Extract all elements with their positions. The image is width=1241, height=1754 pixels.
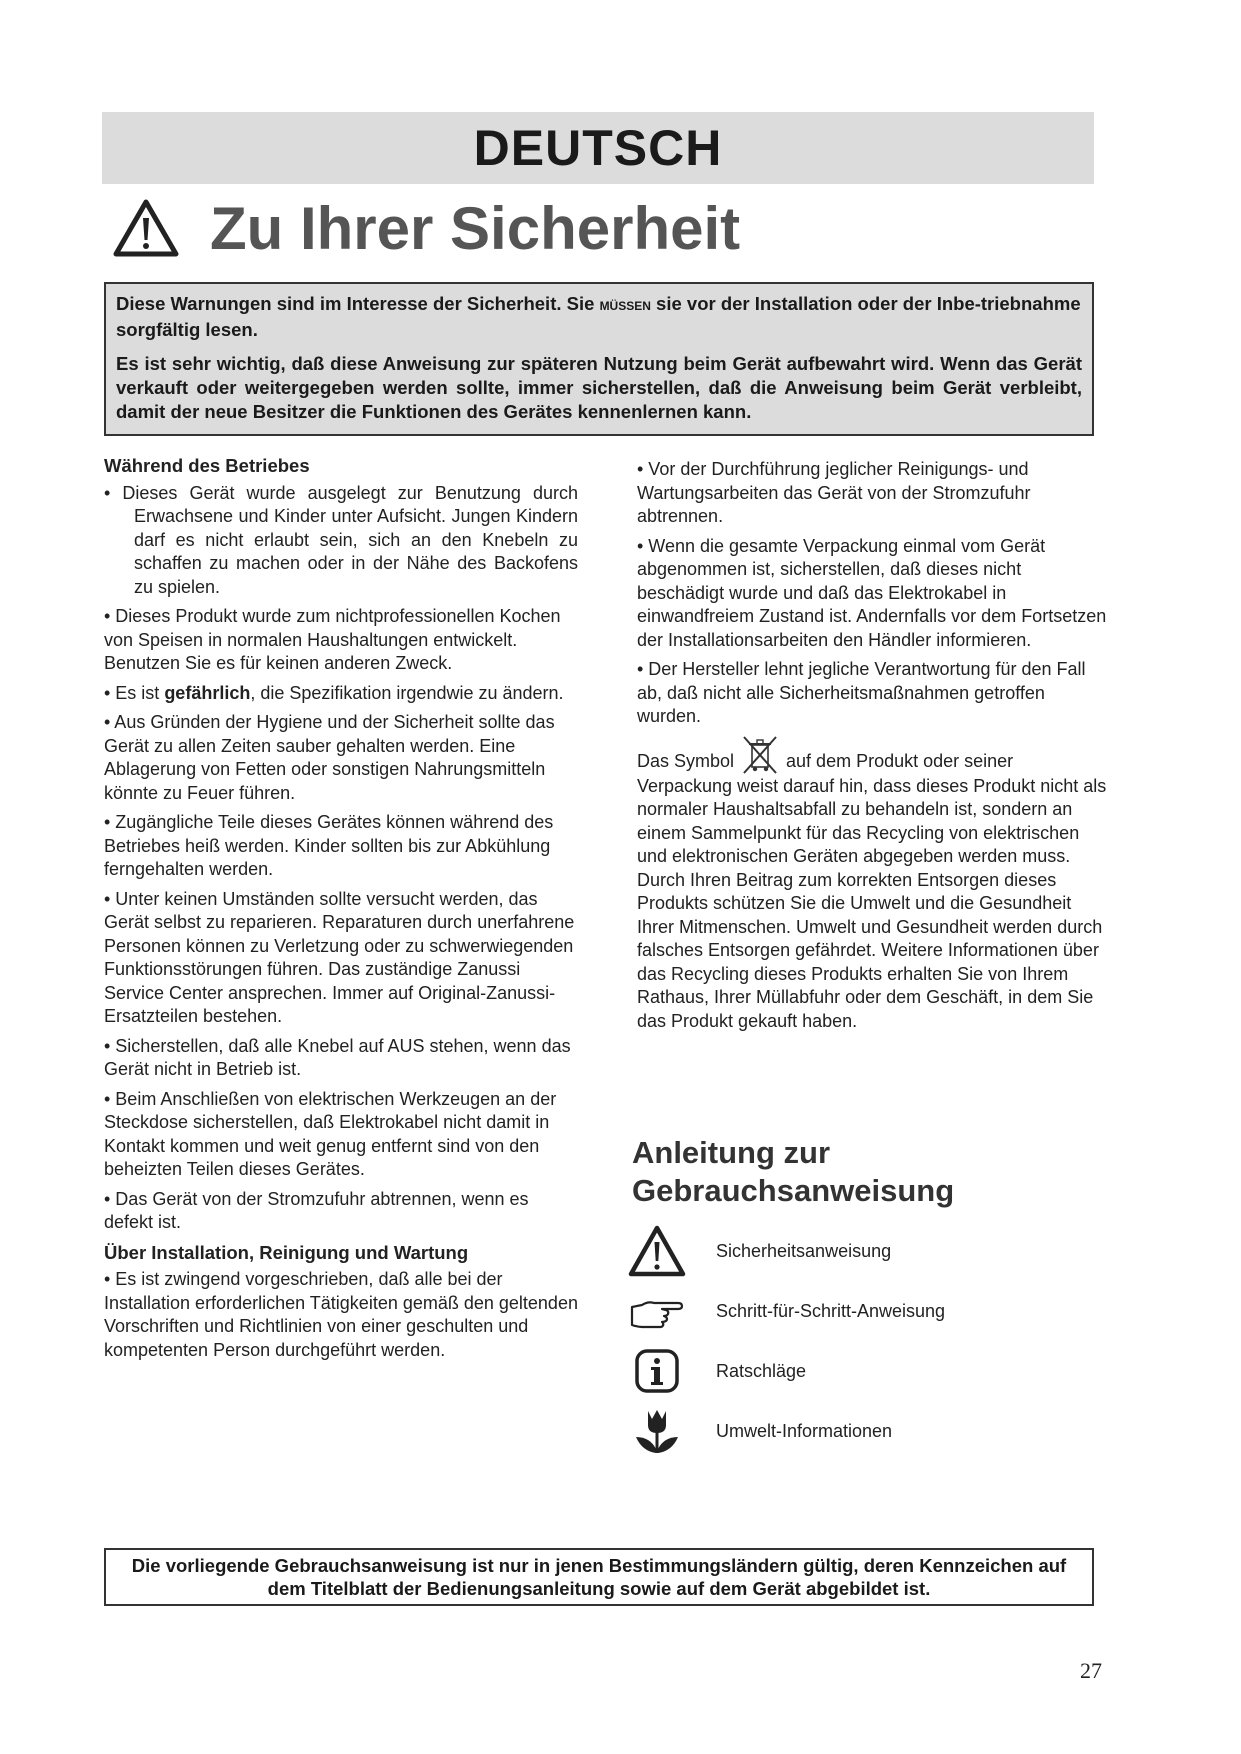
list-item: • Dieses Produkt wurde zum nichtprofessionellen Kochen von Speisen in normalen Haushaltungen entwickelt. Benutzen Sie es für keinen anderen Zweck. [104,606,561,673]
validity-notice-text: Die vorliegende Gebrauchsanweisung ist nur in jenen Bestimmungsländern gültig, deren Kennzeichen auf dem Titelblatt der Bedienungsanleitung sowie auf dem Gerät abgebildet ist. [131,1555,1067,1599]
list-item: • Zugängliche Teile dieses Gerätes können während des Betriebes heiß werden. Kinder sollten bis zur Abkühlung ferngehalten werden. [104,812,554,879]
list-item: • Unter keinen Umständen sollte versucht werden, das Gerät selbst zu reparieren. Reparaturen durch unerfahrene Personen können zu Verletzung oder zu schwerwiegenden Funktionsstörungen führen. Das zuständige Zanussi Service Center ansprechen. Immer auf Original-Zanussi-Ersatzteilen bestehen. [104,888,575,1026]
list-item: • Vor der Durchführung jeglicher Reinigungs- und Wartungsarbeiten das Gerät von der Stromzufuhr abtrennen. [637,459,1031,526]
list-item: • Beim Anschließen von elektrischen Werkzeugen an der Steckdose sicherstellen, daß Elektrokabel nicht damit in Kontakt kommen und weit genug entfernt sind von den beheizten Teilen dieses Gerätes. [104,1088,557,1179]
warning-paragraph-2: Es ist sehr wichtig, daß diese Anweisung zur späteren Nutzung beim Gerät aufbewahrt wird. Wenn das Gerät verkauft oder weitergegeben werden sollte, immer sicherstellen, daß die Anweisung beim Gerät verbleibt, damit der neue Besitzer die Funktionen des Gerätes kennenlernen kann. [116,353,1082,422]
warning-emphasis: MÜSSEN [599,299,651,313]
list-item: • Es ist zwingend vorgeschrieben, daß alle bei der Installation erforderlichen Tätigkeiten gemäß den geltenden Vorschriften und Richtlinien von einer geschulten und kompetenten Person durchgeführt werden. [104,1269,578,1360]
warning-text: sie vor der Installation oder der Inbe-triebnahme sorgfältig lesen. [116,293,1081,340]
warning-paragraph-1 [116,292,1082,342]
info-icon [628,1345,686,1397]
section-heading-installation: Über Installation, Reinigung und Wartung [104,1241,469,1263]
pointing-hand-icon [628,1285,686,1337]
language-label: DEUTSCH [473,120,723,176]
right-column [637,458,1107,1039]
symbol-legend [628,1225,1088,1465]
warning-text: Diese Warnungen sind im Interesse der Sicherheit. Sie [116,293,600,314]
list-item: • Der Hersteller lehnt jegliche Verantwortung für den Fall ab, daß nicht alle Sicherheitsmaßnahmen getroffen wurden. [637,659,1086,726]
list-item: • Das Gerät von der Stromzufuhr abtrennen, wenn es defekt ist. [104,1188,529,1232]
page-title-text: Zu Ihrer Sicherheit [210,194,741,262]
list-item: • Wenn die gesamte Verpackung einmal vom Gerät abgenommen ist, sicherstellen, daß dieses nicht beschädigt wurde und daß das Elektrokabel in einwandfreiem Zustand ist. Andernfalls vor dem Fortsetzen der Installationsarbeiten den Händler informieren. [637,535,1107,650]
section-heading-operation: Während des Betriebes [104,455,310,476]
page-title [112,188,740,268]
recycling-text: auf dem Produkt oder seiner Verpackung weist darauf hin, dass dieses Produkt nicht als normaler Haushaltsabfall zu behandeln ist, sondern an einem Sammelpunkt für das Recycling von elektrischen und elektronischen Geräten abgegeben werden muss. Durch Ihren Beitrag zum korrekten Entsorgen dieses Produkts schützen Sie die Umwelt und die Gesundheit Ihrer Mitmenschen. Umwelt und Gesundheit werden durch falsches Entsorgen gefährdet. Weitere Informationen über das Recycling dieses Produkts erhalten Sie von Ihrem Rathaus, Ihrer Müllabfuhr oder dem Geschäft, in dem Sie das Produkt gekauft haben. [637,750,1107,1031]
list-item: • Dieses Gerät wurde ausgelegt zur Benutzung durch Erwachsene und Kinder unter Aufsicht. Jungen Kindern darf es nicht erlaubt sein, sich an den Knebeln zu schaffen zu machen oder in der Nähe des Backofens zu spielen. [104,482,578,597]
safety-warning-box [104,282,1094,436]
list-item: • Sicherstellen, daß alle Knebel auf AUS stehen, wenn das Gerät nicht in Betrieb ist. [104,1035,571,1079]
list-item-text: • Es ist [104,682,165,703]
legend-row-environment [628,1405,1088,1465]
language-banner [102,112,1094,184]
list-item-emphasis: gefährlich [164,682,251,703]
legend-row-steps [628,1285,1088,1345]
legend-row-advice [628,1345,1088,1405]
list-item: • Aus Gründen der Hygiene und der Sicherheit sollte das Gerät zu allen Zeiten sauber gehalten werden. Eine Ablagerung von Fetten oder sonstigen Nahrungsmitteln könnte zu Feuer führen. [104,712,555,803]
list-item [104,682,578,706]
left-column [104,454,578,1368]
recycling-text: Das Symbol [637,750,735,771]
warning-triangle-icon [628,1225,686,1277]
crossed-bin-icon [738,735,782,775]
guide-heading: Anleitung zur Gebrauchsanweisung [632,1135,955,1208]
list-item-text: , die Spezifikation irgendwie zu ändern. [250,682,564,703]
page-number: 27 [1080,1658,1102,1683]
legend-label: Ratschläge [716,1361,807,1381]
flower-icon [628,1405,686,1457]
recycling-paragraph [637,735,1107,1034]
warning-triangle-icon [112,198,180,258]
validity-notice [104,1548,1094,1606]
legend-label: Sicherheitsanweisung [716,1241,892,1261]
legend-row-safety [628,1225,1088,1285]
legend-label: Schritt-für-Schritt-Anweisung [716,1301,946,1321]
legend-label: Umwelt-Informationen [716,1421,893,1441]
